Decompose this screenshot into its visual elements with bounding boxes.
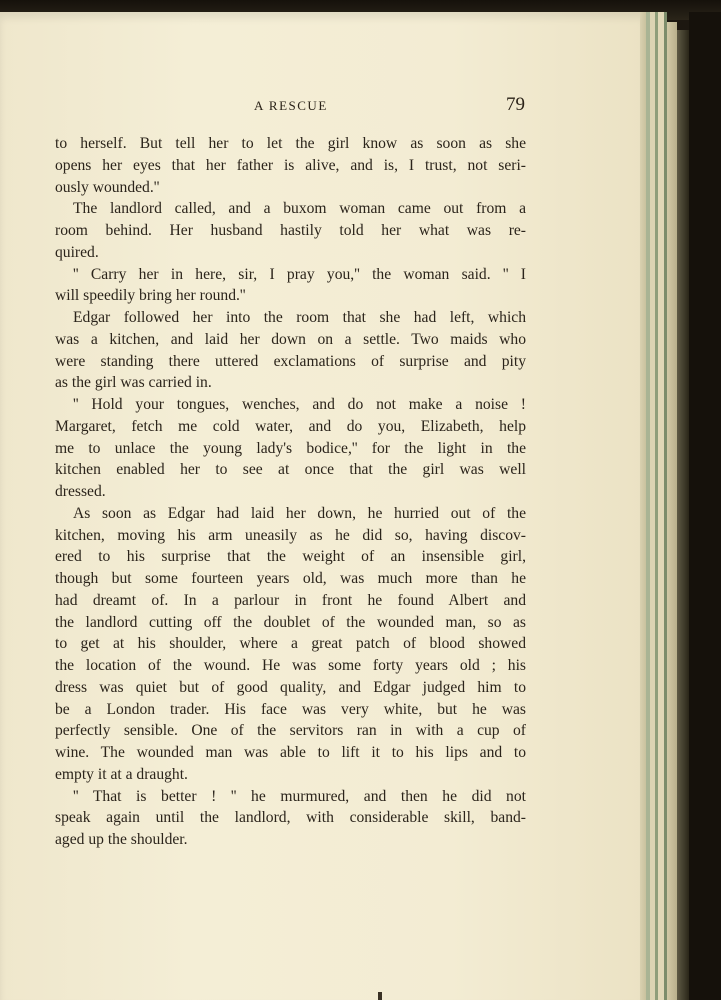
- text-line: perfectly sensible. One of the servitors ran in with a cup of: [55, 722, 526, 740]
- page-header: [0, 96, 645, 118]
- text-line: dressed.: [55, 483, 106, 500]
- text-line: though but some fourteen years old, was much more than he: [55, 570, 526, 587]
- text-line: kitchen enabled her to see at once that the girl was well: [55, 461, 526, 479]
- text-line: the location of the wound. He was some forty years old ; his: [55, 657, 526, 674]
- text-line: ously wounded.'': [55, 178, 160, 196]
- text-line: empty it at a draught.: [55, 765, 188, 783]
- text-line: be a London trader. His face was very white, but he was: [55, 700, 526, 718]
- text-line: The landlord called, and a buxom woman came out from a: [73, 200, 526, 218]
- text-line: opens her eyes that her father is alive, and is, I trust, not seri-: [55, 156, 526, 174]
- text-line: dress was quiet but of good quality, and Edgar judged him to: [55, 678, 526, 696]
- text-line: had dreamt of. In a parlour in front he found Albert and: [55, 591, 526, 609]
- text-line: ered to his surprise that the weight of an insensible girl,: [55, 548, 526, 566]
- text-line: Margaret, fetch me cold water, and do you, Elizabeth, help: [55, 417, 526, 435]
- text-line: wine. The wounded man was able to lift it to his lips and to: [55, 744, 526, 761]
- text-line: '' That is better ! '' he murmured, and then he did not: [73, 787, 526, 805]
- text-line: quired.: [55, 243, 99, 261]
- text-line: '' Carry her in here, sir, I pray you,'' the woman said. '' I: [73, 265, 526, 283]
- text-line: room behind. Her husband hastily told her what was re-: [55, 222, 526, 239]
- page-edges: [640, 12, 721, 1000]
- text-line: speak again until the landlord, with considerable skill, band-: [55, 809, 526, 827]
- body-text: [55, 133, 526, 851]
- text-line: '' Hold your tongues, wenches, and do not make a noise !: [73, 396, 526, 413]
- text-line: to herself. But tell her to let the girl know as soon as she: [55, 135, 526, 152]
- text-line: will speedily bring her round.'': [55, 287, 246, 305]
- text-line: me to unlace the young lady's bodice,'' for the light in the: [55, 439, 526, 457]
- text-line: as the girl was carried in.: [55, 374, 212, 392]
- text-line: were standing there uttered exclamations of surprise and pity: [55, 352, 526, 370]
- text-line: was a kitchen, and laid her down on a settle. Two maids who: [55, 330, 526, 348]
- text-line: aged up the shoulder.: [55, 831, 188, 848]
- text-line: kitchen, moving his arm uneasily as he did so, having discov-: [55, 526, 526, 544]
- text-line: As soon as Edgar had laid her down, he hurried out of the: [73, 504, 526, 522]
- text-line: to get at his shoulder, where a great patch of blood showed: [55, 635, 526, 653]
- page-number: 79: [506, 94, 525, 115]
- scan-artifact: [378, 992, 382, 1000]
- text-line: the landlord cutting off the doublet of the wounded man, so as: [55, 613, 526, 631]
- running-head: A RESCUE: [254, 98, 328, 113]
- text-line: Edgar followed her into the room that she had left, which: [73, 309, 526, 326]
